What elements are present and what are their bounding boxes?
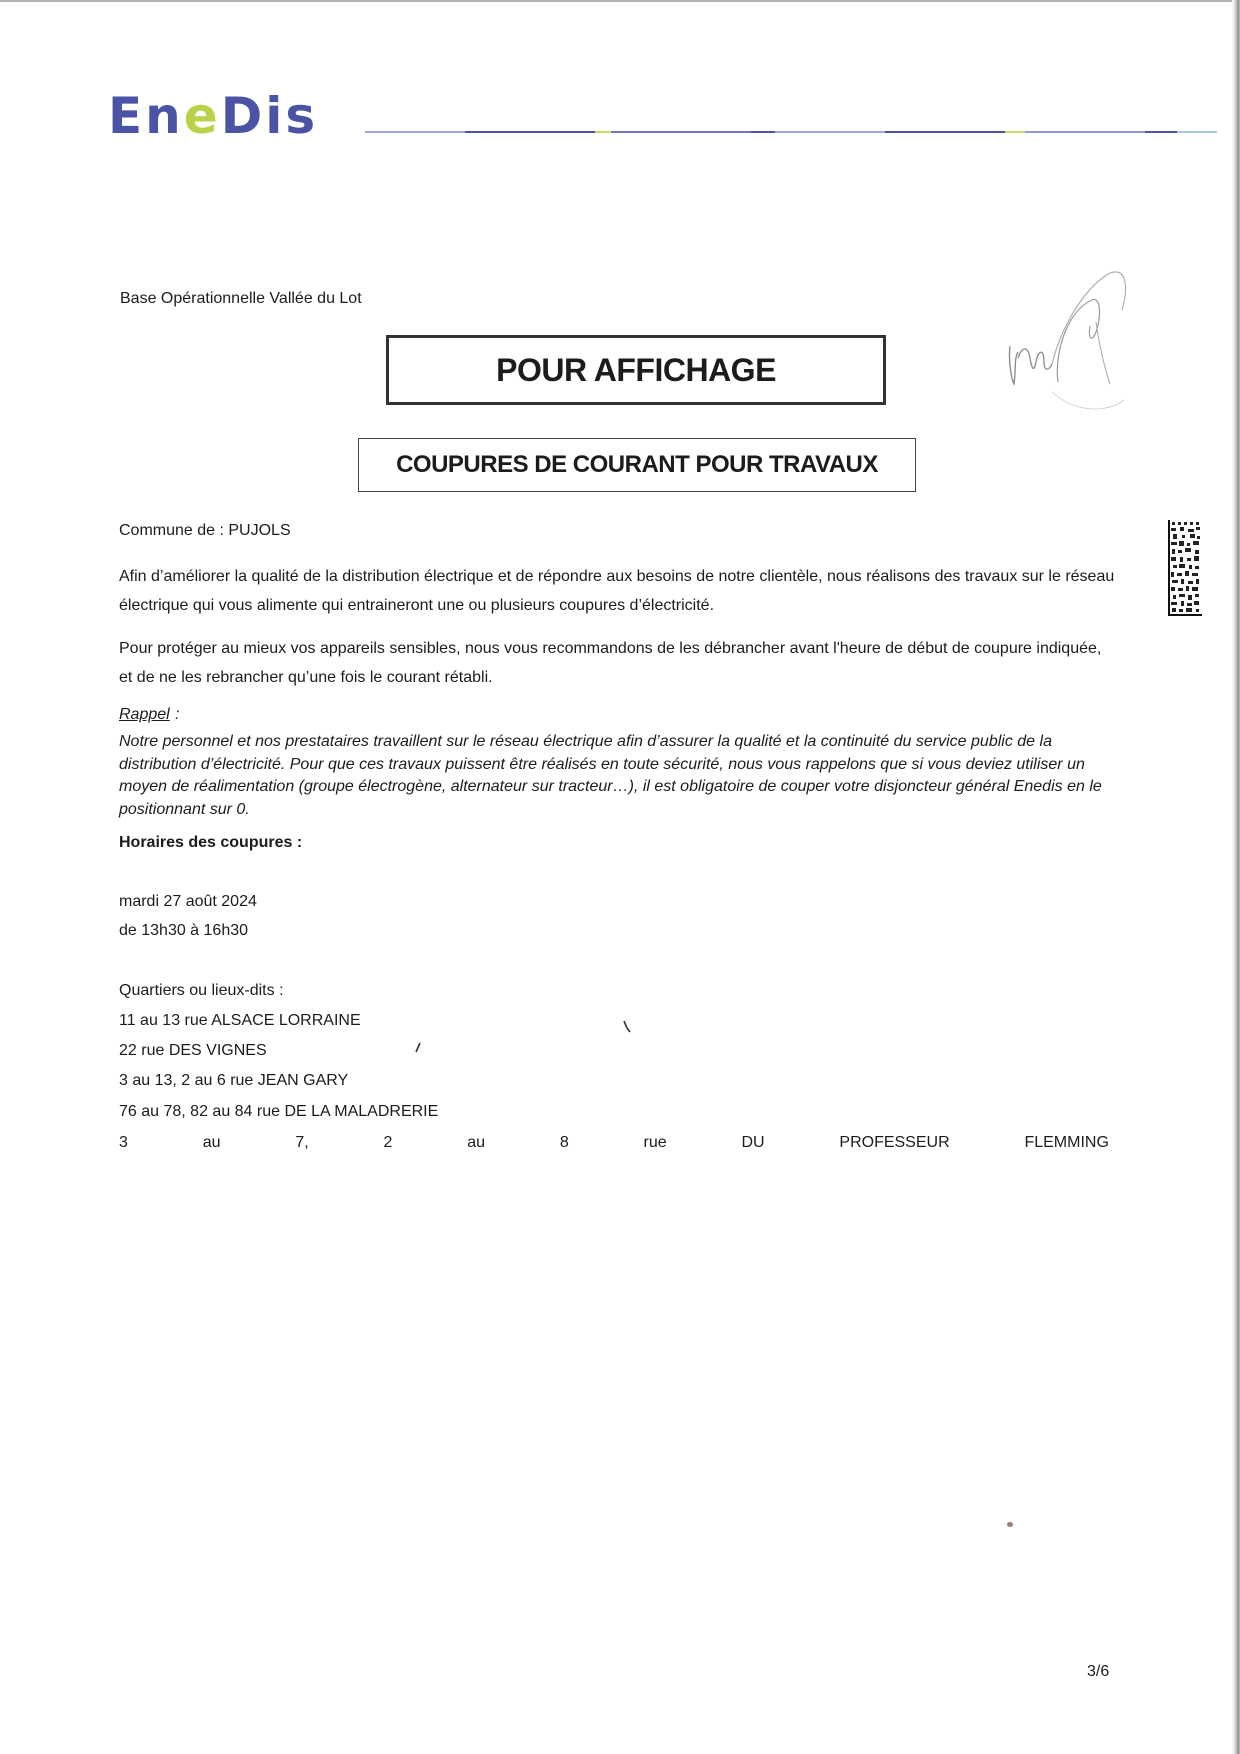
- scan-speck: [622, 1020, 632, 1034]
- address-line: 76 au 78, 82 au 84 rue DE LA MALADRERIE: [119, 1103, 439, 1120]
- pour-affichage-box: [386, 335, 886, 405]
- base-operationnelle-label: Base Opérationnelle Vallée du Lot: [120, 290, 362, 307]
- enedis-logo: [108, 88, 348, 144]
- page-number: 3/6: [1087, 1663, 1110, 1680]
- address-word: rue: [643, 1134, 667, 1151]
- rappel-separator: :: [175, 706, 180, 723]
- address-word: 3: [119, 1134, 128, 1151]
- address-line-justified: [119, 1134, 1109, 1152]
- rappel-paragraph: Notre personnel et nos prestataires travaillent sur le réseau électrique afin d’assurer la qualité et la continuité du service public de la distribution d’électricité. Pour que ces travaux puissent être réalisés en toute sécurité, nous vous rappelons que si vous deviez utiliser un moyen de réalimentation (groupe électrogène, alternateur sur tracteur…), il est obligatoire de couper votre disjoncteur général Enedis en le positionnant sur 0.: [119, 733, 1102, 818]
- commune-line: Commune de : PUJOLS: [119, 522, 291, 539]
- quartiers-heading: Quartiers ou lieux-dits :: [119, 982, 284, 999]
- handwritten-signature: [1000, 262, 1132, 422]
- address-word: 2: [383, 1134, 393, 1151]
- scan-speck: [1007, 1522, 1013, 1527]
- pour-affichage-title: POUR AFFICHAGE: [496, 351, 776, 388]
- header-rule: [365, 131, 1217, 135]
- address-word: FLEMMING: [1024, 1134, 1109, 1151]
- enedis-logo-wordmark: EneDis: [108, 87, 319, 145]
- address-word: au: [202, 1134, 221, 1151]
- scan-right-edge: [1232, 0, 1240, 1754]
- horaires-heading: Horaires des coupures :: [119, 834, 303, 851]
- coupure-date: mardi 27 août 2024: [119, 893, 257, 910]
- address-word: 7,: [295, 1134, 309, 1151]
- coupures-courant-title: COUPURES DE COURANT POUR TRAVAUX: [396, 451, 878, 478]
- address-word: PROFESSEUR: [839, 1134, 950, 1151]
- address-line: 22 rue DES VIGNES: [119, 1042, 267, 1059]
- coupures-courant-box: [358, 438, 916, 492]
- address-word: au: [467, 1134, 485, 1151]
- protection-paragraph: Pour protéger au mieux vos appareils sensibles, nous vous recommandons de les débrancher avant l'heure de début de coupure indiquée, et de ne les rebrancher qu’une fois le courant rétabli.: [119, 640, 1102, 686]
- datamatrix-code: [1168, 520, 1202, 616]
- scan-top-edge: [0, 0, 1240, 2]
- scan-speck: [414, 1042, 422, 1054]
- address-word: 8: [559, 1134, 569, 1151]
- address-line: 11 au 13 rue ALSACE LORRAINE: [119, 1012, 361, 1029]
- intro-paragraph: Afin d’améliorer la qualité de la distribution électrique et de répondre aux besoins de notre clientèle, nous réalisons des travaux sur le réseau électrique qui vous alimente qui entraineront une ou plusieurs coupures d’électricité.: [119, 568, 1115, 614]
- rappel-label: Rappel: [119, 706, 170, 723]
- address-line: 3 au 13, 2 au 6 rue JEAN GARY: [119, 1072, 349, 1089]
- coupure-heure: de 13h30 à 16h30: [119, 922, 249, 939]
- address-word: DU: [741, 1134, 765, 1151]
